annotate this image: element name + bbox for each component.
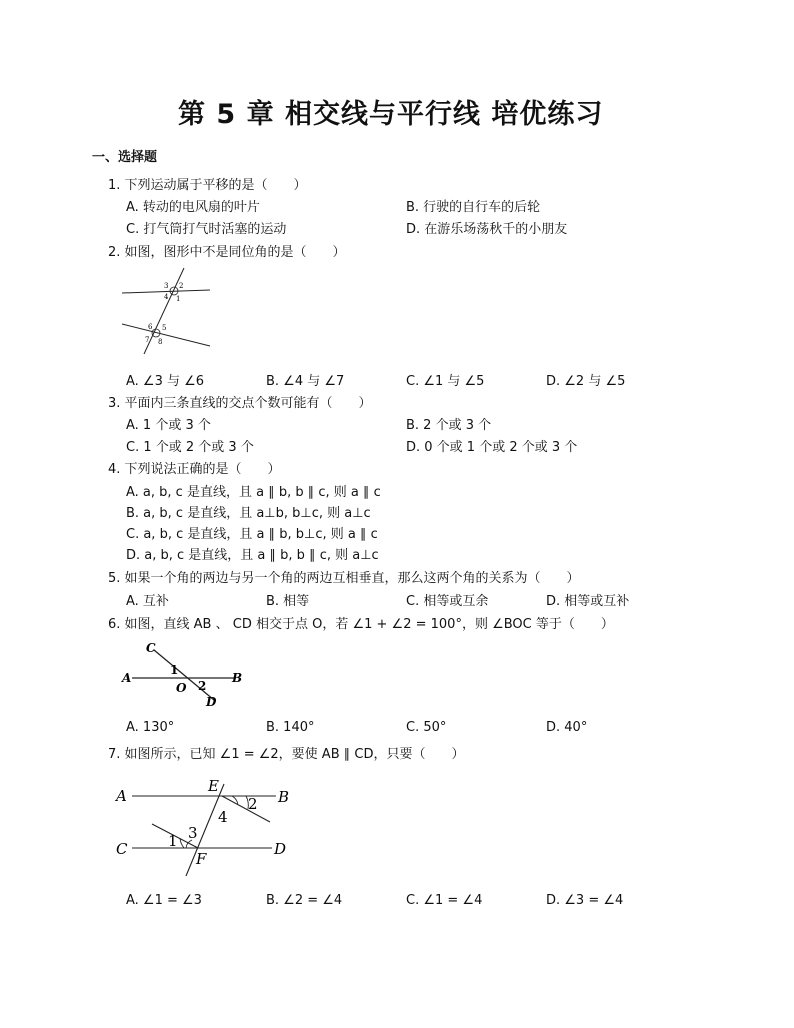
question-2-figure xyxy=(118,266,218,356)
question-5-option-d: D. 相等或互补 xyxy=(546,594,630,609)
q6-label-a: A xyxy=(122,671,132,685)
q2-label-2: 2 xyxy=(179,282,184,290)
question-6-option-d: D. 40° xyxy=(546,720,588,735)
q6-label-2: 2 xyxy=(198,679,207,693)
question-5-option-a: A. 互补 xyxy=(126,594,169,609)
q7-label-1: 1 xyxy=(168,832,178,850)
q7-label-e: E xyxy=(208,777,219,795)
q7-label-b: B xyxy=(278,788,290,806)
q6-label-c: C xyxy=(146,641,156,655)
q7-label-4: 4 xyxy=(218,808,228,826)
question-1-option-a: A. 转动的电风扇的叶片 xyxy=(126,200,260,215)
question-1-option-d: D. 在游乐场荡秋千的小朋友 xyxy=(406,222,568,237)
q2-label-8: 8 xyxy=(158,338,163,346)
question-3-option-b: B. 2 个或 3 个 xyxy=(406,418,492,433)
question-7-option-d: D. ∠3 = ∠4 xyxy=(546,893,624,908)
question-4-option-c: C. a, b, c 是直线，且 a ∥ b, b⊥c, 则 a ∥ c xyxy=(126,527,378,542)
question-2-option-c: C. ∠1 与 ∠5 xyxy=(406,374,485,389)
q2-label-3: 3 xyxy=(164,282,169,290)
question-5-stem: 5. 如果一个角的两边与另一个角的两边互相垂直，那么这两个角的关系为（ ） xyxy=(108,571,580,586)
question-4-option-a: A. a, b, c 是直线，且 a ∥ b, b ∥ c, 则 a ∥ c xyxy=(126,485,381,500)
question-1-option-c: C. 打气筒打气时活塞的运动 xyxy=(126,222,287,237)
question-3-option-d: D. 0 个或 1 个或 2 个或 3 个 xyxy=(406,440,578,455)
question-7-option-a: A. ∠1 = ∠3 xyxy=(126,893,202,908)
question-2-stem: 2. 如图，图形中不是同位角的是（ ） xyxy=(108,245,346,260)
question-7-figure xyxy=(112,772,312,882)
page-title: 第 5 章 相交线与平行线 培优练习 xyxy=(178,99,604,130)
question-3-stem: 3. 平面内三条直线的交点个数可能有（ ） xyxy=(108,396,372,411)
q7-label-3: 3 xyxy=(188,824,198,842)
question-5-option-c: C. 相等或互余 xyxy=(406,594,489,609)
question-5-option-b: B. 相等 xyxy=(266,594,310,609)
q2-label-5: 5 xyxy=(162,324,167,332)
question-3-option-c: C. 1 个或 2 个或 3 个 xyxy=(126,440,254,455)
q7-label-d: D xyxy=(274,840,287,858)
question-6-stem: 6. 如图，直线 AB 、 CD 相交于点 O，若 ∠1 + ∠2 = 100°，则 ∠BOC 等于（ ） xyxy=(108,617,614,632)
q6-label-b: B xyxy=(232,671,243,685)
q6-label-1: 1 xyxy=(170,663,179,677)
q2-label-1: 1 xyxy=(176,295,181,303)
q2-label-6: 6 xyxy=(148,323,153,331)
question-2-option-b: B. ∠4 与 ∠7 xyxy=(266,374,345,389)
question-1-option-b: B. 行驶的自行车的后轮 xyxy=(406,200,541,215)
question-4-stem: 4. 下列说法正确的是（ ） xyxy=(108,462,281,477)
question-4-option-b: B. a, b, c 是直线，且 a⊥b, b⊥c, 则 a⊥c xyxy=(126,506,371,521)
question-7-option-c: C. ∠1 = ∠4 xyxy=(406,893,483,908)
question-6-figure xyxy=(118,636,278,712)
question-1-stem: 1. 下列运动属于平移的是（ ） xyxy=(108,178,307,193)
section-heading: 一、选择题 xyxy=(92,150,158,165)
q2-label-4: 4 xyxy=(164,293,169,301)
q6-label-o: O xyxy=(176,681,187,695)
question-2-option-a: A. ∠3 与 ∠6 xyxy=(126,374,205,389)
question-6-option-a: A. 130° xyxy=(126,720,175,735)
question-4-option-d: D. a, b, c 是直线，且 a ∥ b, b ∥ c, 则 a⊥c xyxy=(126,548,379,563)
q7-label-f: F xyxy=(196,850,207,868)
question-3-option-a: A. 1 个或 3 个 xyxy=(126,418,211,433)
question-2-option-d: D. ∠2 与 ∠5 xyxy=(546,374,626,389)
q7-label-c: C xyxy=(116,840,128,858)
question-6-option-c: C. 50° xyxy=(406,720,447,735)
q6-label-d: D xyxy=(206,695,217,709)
question-7-option-b: B. ∠2 = ∠4 xyxy=(266,893,343,908)
question-6-option-b: B. 140° xyxy=(266,720,315,735)
question-7-stem: 7. 如图所示，已知 ∠1 = ∠2，要使 AB ∥ CD，只要（ ） xyxy=(108,747,465,762)
q2-label-7: 7 xyxy=(145,336,150,344)
q7-label-a: A xyxy=(116,787,127,805)
q7-label-2: 2 xyxy=(248,795,258,813)
